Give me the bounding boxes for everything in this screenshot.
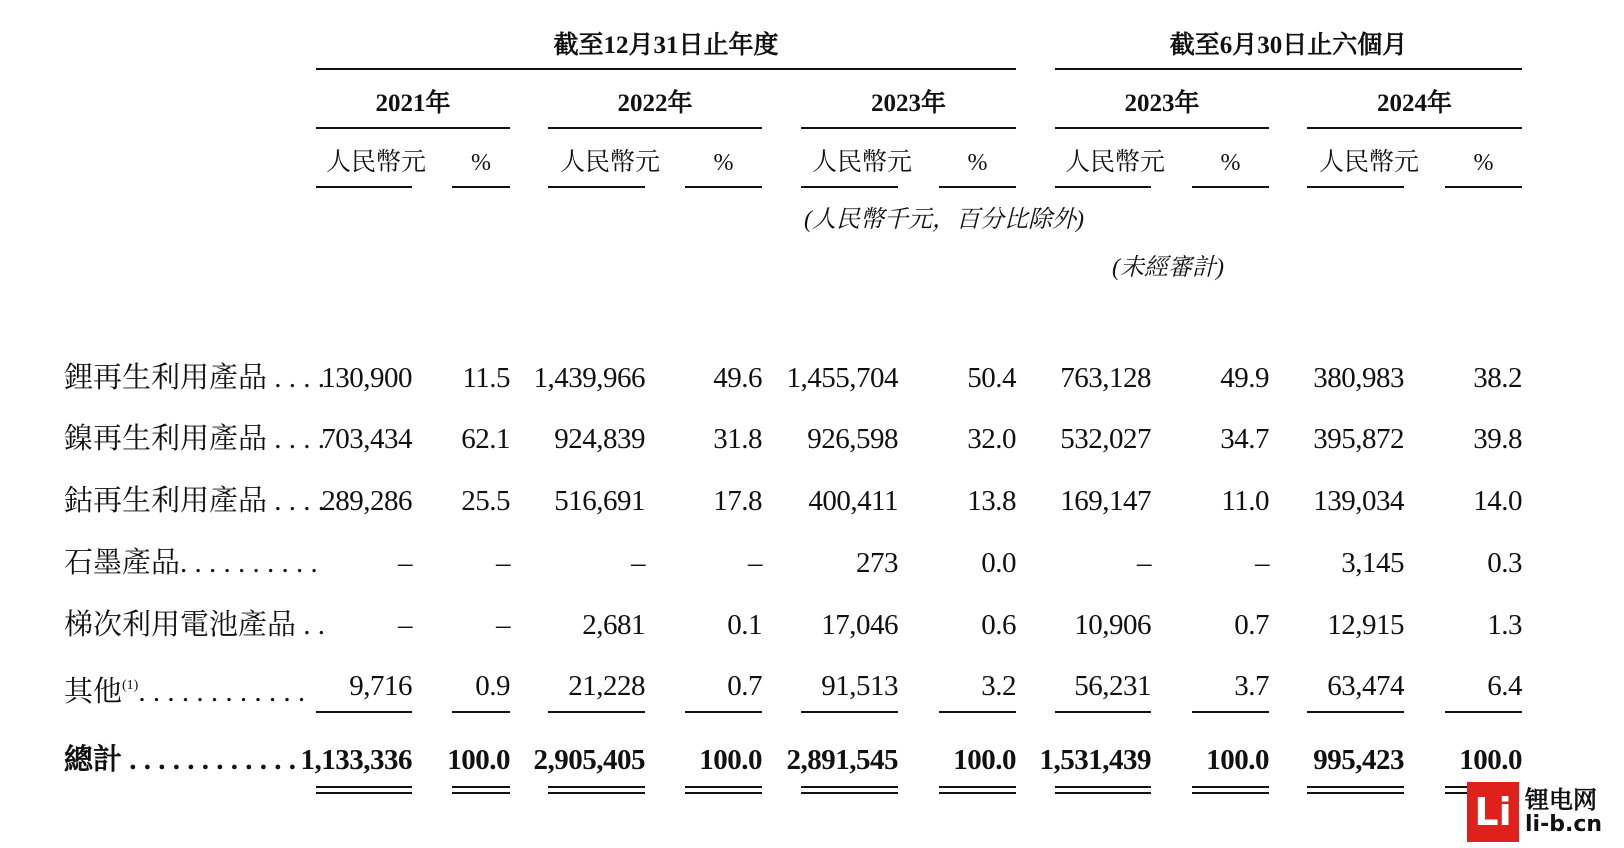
unit-header: 人民幣元 bbox=[812, 149, 913, 176]
value-cell: 49.6 bbox=[713, 362, 762, 394]
value-cell: 11.0 bbox=[1221, 485, 1269, 517]
total-value-cell: 100.0 bbox=[699, 744, 762, 776]
total-double-rule bbox=[316, 786, 412, 794]
value-cell: 17,046 bbox=[821, 609, 898, 641]
value-cell: 0.3 bbox=[1487, 547, 1522, 579]
total-value-cell: 2,905,405 bbox=[533, 744, 645, 776]
value-cell: 0.7 bbox=[727, 670, 762, 702]
pct-header: % bbox=[713, 150, 734, 176]
value-cell: 395,872 bbox=[1313, 423, 1404, 455]
total-value-cell: 100.0 bbox=[953, 744, 1016, 776]
header-year-2021: 2021年 bbox=[375, 90, 451, 117]
value-cell: 3.7 bbox=[1234, 670, 1269, 702]
header-group-interim-rule bbox=[1055, 68, 1522, 70]
value-cell: 0.9 bbox=[475, 670, 510, 702]
value-cell: 763,128 bbox=[1060, 362, 1151, 394]
total-double-rule bbox=[452, 786, 510, 794]
value-cell: 926,598 bbox=[807, 423, 898, 455]
row-label-leader: . . . . . . . . . . . . bbox=[138, 676, 306, 708]
value-cell: 0.6 bbox=[981, 609, 1016, 641]
year-rule bbox=[316, 127, 510, 129]
subheader-rule bbox=[548, 186, 645, 188]
row-label bbox=[64, 666, 306, 712]
value-cell: 1,455,704 bbox=[786, 362, 898, 394]
subheader-rule bbox=[452, 186, 510, 188]
header-year-2023-interim: 2023年 bbox=[1124, 90, 1200, 117]
total-value-cell: 2,891,545 bbox=[786, 744, 898, 776]
total-value-cell: 995,423 bbox=[1313, 744, 1404, 776]
subtotal-rule bbox=[548, 711, 645, 713]
subtotal-rule bbox=[1192, 711, 1269, 713]
value-cell: 0.0 bbox=[981, 547, 1016, 579]
unit-header: 人民幣元 bbox=[326, 149, 427, 176]
value-cell: 56,231 bbox=[1074, 670, 1151, 702]
subheader-rule bbox=[939, 186, 1016, 188]
value-cell: 1,439,966 bbox=[533, 362, 645, 394]
subtotal-rule bbox=[452, 711, 510, 713]
year-rule bbox=[801, 127, 1016, 129]
header-group-interim: 截至6月30日止六個月 bbox=[1169, 32, 1408, 59]
value-cell: 34.7 bbox=[1220, 423, 1269, 455]
value-cell: – bbox=[496, 609, 510, 641]
value-cell: 49.9 bbox=[1220, 362, 1269, 394]
header-year-2024: 2024年 bbox=[1376, 90, 1452, 117]
value-cell: 11.5 bbox=[462, 362, 510, 394]
total-value-cell: 1,531,439 bbox=[1039, 744, 1151, 776]
total-value-cell: 100.0 bbox=[1459, 744, 1522, 776]
value-cell: 3,145 bbox=[1341, 547, 1404, 579]
subtotal-rule bbox=[1055, 711, 1151, 713]
value-cell: 63,474 bbox=[1327, 670, 1404, 702]
pct-header: % bbox=[967, 150, 988, 176]
pct-header: % bbox=[1473, 150, 1494, 176]
value-cell: 6.4 bbox=[1487, 670, 1522, 702]
footnote-marker: (1) bbox=[122, 678, 139, 693]
subheader-rule bbox=[685, 186, 762, 188]
value-cell: – bbox=[631, 547, 645, 579]
total-double-rule bbox=[1055, 786, 1151, 794]
subheader-rule bbox=[1192, 186, 1269, 188]
year-rule bbox=[548, 127, 762, 129]
subheader-rule bbox=[801, 186, 898, 188]
watermark-domain: li-b.cn bbox=[1525, 812, 1603, 837]
row-label: 鋰再生利用產品 . . . . bbox=[64, 362, 326, 394]
subtotal-rule bbox=[1307, 711, 1404, 713]
year-rule bbox=[1307, 127, 1522, 129]
value-cell: 3.2 bbox=[981, 670, 1016, 702]
value-cell: 21,228 bbox=[568, 670, 645, 702]
total-double-rule bbox=[1307, 786, 1404, 794]
value-cell: 532,027 bbox=[1060, 423, 1151, 455]
note-unaudited: (未經審計) bbox=[1112, 255, 1224, 281]
value-cell: 400,411 bbox=[808, 485, 898, 517]
value-cell: 38.2 bbox=[1473, 362, 1522, 394]
unit-header: 人民幣元 bbox=[560, 149, 661, 176]
row-label-text: 其他 bbox=[64, 676, 123, 708]
total-double-rule bbox=[1445, 786, 1467, 794]
total-double-rule bbox=[685, 786, 762, 794]
value-cell: 130,900 bbox=[321, 362, 412, 394]
total-value-cell: 1,133,336 bbox=[300, 744, 412, 776]
value-cell: 380,983 bbox=[1313, 362, 1404, 394]
value-cell: 50.4 bbox=[967, 362, 1016, 394]
subtotal-rule bbox=[316, 711, 412, 713]
pct-header: % bbox=[471, 150, 491, 176]
total-double-rule bbox=[1192, 786, 1269, 794]
subtotal-rule bbox=[685, 711, 762, 713]
value-cell: 0.1 bbox=[727, 609, 762, 641]
row-label: 梯次利用電池產品 . . bbox=[64, 609, 326, 641]
value-cell: 139,034 bbox=[1313, 485, 1404, 517]
value-cell: 14.0 bbox=[1473, 485, 1522, 517]
value-cell: 1.3 bbox=[1487, 609, 1522, 641]
value-cell: – bbox=[1255, 547, 1269, 579]
value-cell: – bbox=[1137, 547, 1151, 579]
value-cell: 169,147 bbox=[1060, 485, 1151, 517]
value-cell: 289,286 bbox=[321, 485, 412, 517]
value-cell: – bbox=[398, 609, 412, 641]
value-cell: – bbox=[496, 547, 510, 579]
value-cell: 13.8 bbox=[967, 485, 1016, 517]
value-cell: 2,681 bbox=[582, 609, 645, 641]
note-thousands: (人民幣千元，百分比除外) bbox=[804, 207, 1084, 233]
row-label: 鎳再生利用產品 . . . . bbox=[64, 423, 326, 455]
subtotal-rule bbox=[801, 711, 898, 713]
total-value-cell: 100.0 bbox=[447, 744, 510, 776]
value-cell: 924,839 bbox=[554, 423, 645, 455]
value-cell: – bbox=[748, 547, 762, 579]
watermark bbox=[1467, 778, 1624, 848]
value-cell: 703,434 bbox=[321, 423, 412, 455]
value-cell: 12,915 bbox=[1327, 609, 1404, 641]
total-label: 總計 . . . . . . . . . . . . bbox=[64, 744, 297, 776]
value-cell: 10,906 bbox=[1074, 609, 1151, 641]
total-double-rule bbox=[801, 786, 898, 794]
watermark-logo: Li bbox=[1467, 782, 1519, 842]
row-label: 鈷再生利用產品 . . . . bbox=[64, 485, 326, 517]
header-group-annual: 截至12月31日止年度 bbox=[553, 32, 779, 59]
value-cell: 516,691 bbox=[554, 485, 645, 517]
value-cell: 17.8 bbox=[713, 485, 762, 517]
header-group-annual-rule bbox=[316, 68, 1016, 70]
unit-header: 人民幣元 bbox=[1319, 149, 1420, 176]
header-year-2023-annual: 2023年 bbox=[870, 90, 946, 117]
subheader-rule bbox=[1055, 186, 1151, 188]
value-cell: 25.5 bbox=[461, 485, 510, 517]
total-value-cell: 100.0 bbox=[1206, 744, 1269, 776]
pct-header: % bbox=[1220, 150, 1241, 176]
header-year-2022: 2022年 bbox=[617, 90, 693, 117]
value-cell: 31.8 bbox=[713, 423, 762, 455]
value-cell: 91,513 bbox=[821, 670, 898, 702]
watermark-name: 锂电网 bbox=[1525, 786, 1597, 814]
value-cell: 9,716 bbox=[349, 670, 412, 702]
total-double-rule bbox=[939, 786, 1016, 794]
subheader-rule bbox=[316, 186, 412, 188]
subheader-rule bbox=[1307, 186, 1404, 188]
year-rule bbox=[1055, 127, 1269, 129]
subtotal-rule bbox=[1445, 711, 1522, 713]
value-cell: 273 bbox=[856, 547, 898, 579]
subtotal-rule bbox=[939, 711, 1016, 713]
value-cell: 32.0 bbox=[967, 423, 1016, 455]
subheader-rule bbox=[1445, 186, 1522, 188]
value-cell: 39.8 bbox=[1473, 423, 1522, 455]
unit-header: 人民幣元 bbox=[1065, 149, 1166, 176]
total-double-rule bbox=[548, 786, 645, 794]
value-cell: – bbox=[398, 547, 412, 579]
value-cell: 62.1 bbox=[461, 423, 510, 455]
value-cell: 0.7 bbox=[1234, 609, 1269, 641]
row-label: 石墨產品. . . . . . . . . . bbox=[64, 547, 318, 579]
